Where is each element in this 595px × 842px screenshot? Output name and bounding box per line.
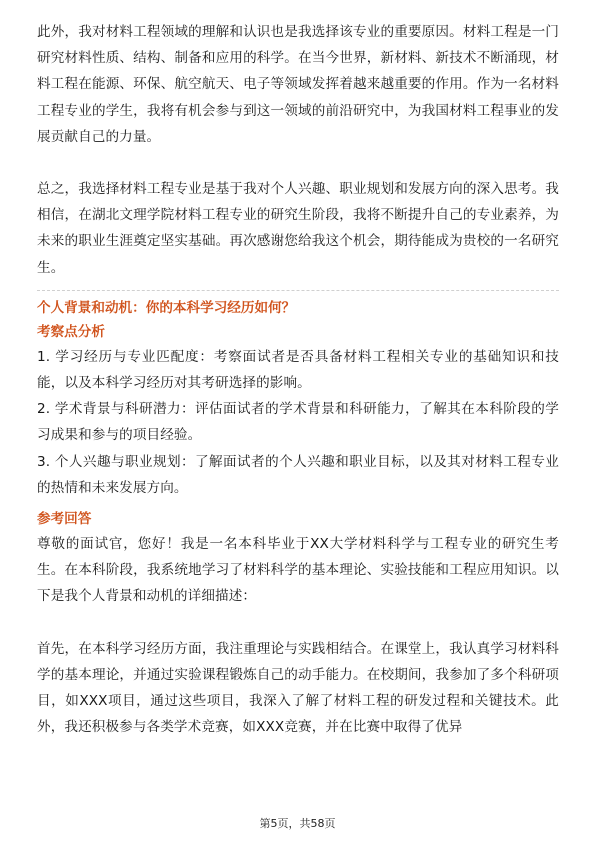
answer-paragraph-2: 首先，在本科学习经历方面，我注重理论与实践相结合。在课堂上，我认真学习材料科学的基本理论，并通过实验课程锻炼自己的动手能力。在校期间，我参加了多个科研项目，如XXX项目，通过这些项目，我深入了解了材料工程的研发过程和关键技术。此外，我还积极参与各类学术竞赛，如XXX竞赛，并在比赛中取得了优异	[37, 640, 559, 736]
page-content	[37, 19, 559, 740]
paragraph-spacer	[37, 610, 559, 636]
section-divider	[37, 290, 559, 291]
answer-heading: 参考回答	[37, 511, 92, 528]
intro-paragraph-2: 总之，我选择材料工程专业是基于我对个人兴趣、职业规划和发展方向的深入思考。我相信，在湖北文理学院材料工程专业的研究生阶段，我将不断提升自己的专业素养，为未来的职业生涯奠定坚实基础。再次感谢您给我这个机会，期待能成为贵校的一名研究生。	[37, 181, 559, 276]
paragraph-spacer	[37, 150, 559, 176]
analysis-heading: 考察点分析	[37, 323, 105, 340]
answer-paragraph-1: 尊敬的面试官，您好！我是一名本科毕业于XX大学材料科学与工程专业的研究生考生。在本科阶段，我系统地学习了材料科学的基本理论、实验技能和工程应用知识。以下是我个人背景和动机的详细描述：	[37, 536, 559, 605]
analysis-point-2: 2. 学术背景与科研潜力：评估面试者的学术背景和科研能力，了解其在本科阶段的学习成果和参与的项目经验。	[37, 401, 559, 444]
analysis-point-1: 1. 学习经历与专业匹配度：考察面试者是否具备材料工程相关专业的基础知识和技能，以及本科学习经历对其考研选择的影响。	[37, 348, 559, 392]
analysis-point-3: 3. 个人兴趣与职业规划：了解面试者的个人兴趣和职业目标，以及其对材料工程专业的热情和未来发展方向。	[37, 453, 559, 496]
intro-paragraph-1: 此外，我对材料工程领域的理解和认识也是我选择该专业的重要原因。材料工程是一门研究材料性质、结构、制备和应用的科学。在当今世界，新材料、新技术不断涌现，材料工程在能源、环保、航空航天、电子等领域发挥着越来越重要的作用。作为一名材料工程专业的学生，我将有机会参与到这一领域的前沿研究中，为我国材料工程事业的发展贡献自己的力量。	[37, 24, 559, 145]
question-title: 个人背景和动机：你的本科学习经历如何？	[37, 299, 296, 316]
page-number: 第5页，共58页	[259, 817, 336, 830]
